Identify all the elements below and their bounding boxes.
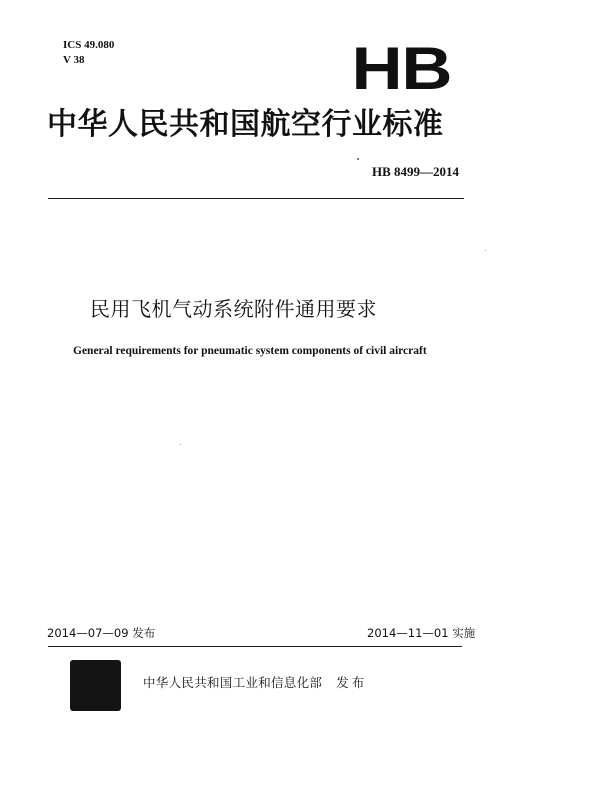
ics-code: ICS 49.080 xyxy=(63,39,115,51)
publish-label: 发布 xyxy=(336,675,368,690)
ministry-logo xyxy=(70,660,121,711)
scan-speck xyxy=(485,250,486,251)
publisher-line xyxy=(143,675,367,691)
publisher-name: 中华人民共和国工业和信息化部 xyxy=(143,675,323,690)
scan-dot xyxy=(357,158,359,160)
scan-speck xyxy=(180,444,181,445)
document-title-cn: 民用飞机气动系统附件通用要求 xyxy=(90,297,377,321)
classification-code: V 38 xyxy=(63,54,85,66)
document-title-en: General requirements for pneumatic system components of civil aircraft xyxy=(73,345,427,357)
implementation-date: 2014—11—01 实施 xyxy=(367,626,476,640)
header-divider xyxy=(48,198,464,199)
footer-divider xyxy=(48,646,462,647)
hb-logo: HB xyxy=(351,44,452,94)
issue-date: 2014—07—09 发布 xyxy=(47,626,156,640)
standard-code: HB 8499—2014 xyxy=(372,164,460,179)
standard-title: 中华人民共和国航空行业标准 xyxy=(47,107,444,142)
